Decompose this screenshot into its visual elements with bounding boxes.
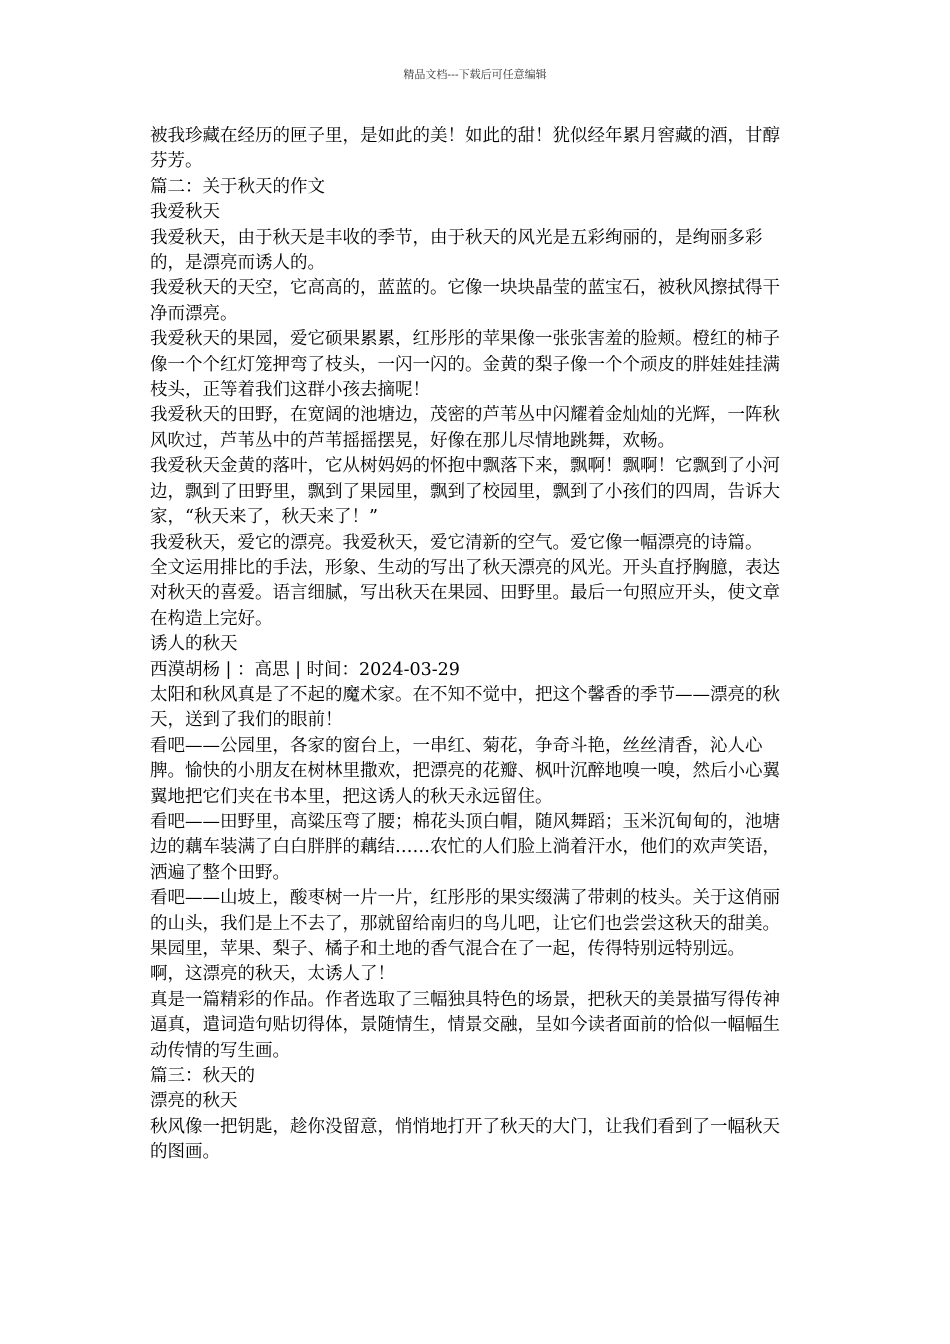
document-body [150, 124, 790, 1166]
paragraph: 啊，这漂亮的秋天，太诱人了！ [150, 964, 395, 985]
paragraph: 我爱秋天的果园，爱它硕果累累，红彤彤的苹果像一张张害羞的脸颊。橙红的柿子像一个个红灯笼押弯了枝头，一闪一闪的。金黄的梨子像一个个顽皮的胖娃娃挂满枝头，正等着我们这群小孩去摘呢！ [150, 329, 780, 401]
paragraph: 太阳和秋风真是了不起的魔术家。在不知不觉中，把这个馨香的季节——漂亮的秋天，送到了我们的眼前！ [150, 684, 780, 731]
byline: 西漠胡杨 | ：高思 | 时间：2024-03-29 [150, 659, 460, 680]
essay-title: 诱人的秋天 [150, 634, 238, 655]
paragraph: 我爱秋天，由于秋天是丰收的季节，由于秋天的风光是五彩绚丽的，是绚丽多彩的，是漂亮而诱人的。 [150, 227, 763, 274]
section-heading: 篇三：秋天的 [150, 1066, 255, 1087]
paragraph: 我爱秋天的田野，在宽阔的池塘边，茂密的芦苇丛中闪耀着金灿灿的光辉，一阵秋风吹过，芦苇丛中的芦苇摇摇摆晃，好像在那儿尽情地跳舞，欢畅。 [150, 405, 780, 451]
essay-title: 漂亮的秋天 [150, 1091, 238, 1112]
page-header: 精品文档---下载后可任意编辑 [403, 68, 547, 81]
paragraph: 我爱秋天，爱它的漂亮。我爱秋天，爱它清新的空气。爱它像一幅漂亮的诗篇。 [150, 532, 763, 553]
paragraph: 被我珍藏在经历的匣子里，是如此的美！如此的甜！犹似经年累月窖藏的酒，甘醇芬芳。 [150, 126, 780, 172]
paragraph: 秋风像一把钥匙，趁你没留意，悄悄地打开了秋天的大门，让我们看到了一幅秋天的图画。 [150, 1116, 780, 1163]
paragraph: 我爱秋天金黄的落叶，它从树妈妈的怀抱中飘落下来，飘啊！飘啊！它飘到了小河边，飘到了田野里，飘到了果园里，飘到了校园里，飘到了小孩们的四周，告诉大家，“秋天来了，秋天来了！” [150, 456, 780, 528]
commentary-paragraph: 真是一篇精彩的作品。作者选取了三幅独具特色的场景，把秋天的美景描写得传神逼真，遣词造句贴切得体，景随情生，情景交融，呈如今读者面前的恰似一幅幅生动传情的写生画。 [150, 989, 780, 1061]
commentary-paragraph: 全文运用排比的手法，形象、生动的写出了秋天漂亮的风光。开头直抒胸臆，表达对秋天的喜爱。语言细腻，写出秋天在果园、田野里。最后一句照应开头，使文章在构造上完好。 [150, 557, 780, 629]
paragraph: 看吧——山坡上，酸枣树一片一片，红彤彤的果实缀满了带刺的枝头。关于这俏丽的山头，我们是上不去了，那就留给南归的鸟儿吧，让它们也尝尝这秋天的甜美。果园里，苹果、梨子、橘子和土地的香气混合在了一起，传得特别远特别远。 [150, 888, 780, 959]
paragraph: 我爱秋天的天空，它高高的，蓝蓝的。它像一块块晶莹的蓝宝石，被秋风擦拭得干净而漂亮。 [150, 278, 780, 324]
section-heading: 篇二：关于秋天的作文 [150, 176, 325, 197]
paragraph: 看吧——公园里，各家的窗台上，一串红、菊花，争奇斗艳，丝丝清香，沁人心脾。愉快的小朋友在树林里撒欢，把漂亮的花瓣、枫叶沉醉地嗅一嗅，然后小心翼翼地把它们夹在书本里，把这诱人的秋天永远留住。 [150, 735, 780, 807]
essay-title: 我爱秋天 [150, 202, 220, 223]
paragraph: 看吧——田野里，高粱压弯了腰；棉花头顶白帽，随风舞蹈；玉米沉甸甸的，池塘边的藕车装满了白白胖胖的藕结……农忙的人们脸上淌着汗水，他们的欢声笑语，洒遍了整个田野。 [150, 811, 780, 883]
